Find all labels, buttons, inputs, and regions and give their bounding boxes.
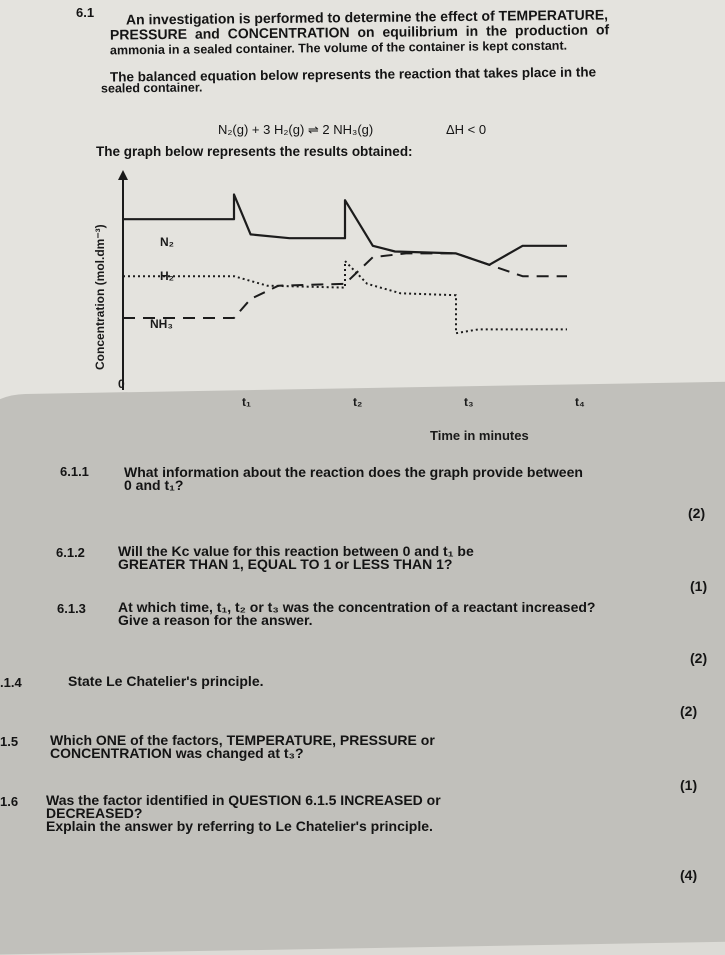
x-tick-label: t₂ [353,395,363,409]
subquestion-text [68,675,264,688]
subquestion-text [124,466,583,492]
subquestion-text [118,601,595,627]
subquestion-text [46,794,441,833]
subquestion-text [118,545,474,571]
subquestion-line: CONCENTRATION was changed at t₃? [50,745,304,761]
marks-allocation: (4) [680,867,698,883]
marks-allocation: (1) [680,777,698,793]
subquestion-line: What information about the reaction does the graph provide between [124,464,583,480]
legend-h2: H₂ [160,269,174,283]
subquestion-line: Was the factor identified in QUESTION 6.1.5 INCREASED or [46,792,441,808]
series-line-1 [123,261,567,333]
graph-intro: The graph below represents the results obtained: [96,144,413,159]
y-axis-label: Concentration (mol.dm⁻³) [93,224,107,370]
x-tick-label: t₄ [575,395,585,409]
marks-allocation: (2) [688,505,706,521]
intro-line-2: PRESSURE and CONCENTRATION on equilibrium in the production of [109,21,610,43]
legend-nh3: NH₃ [150,317,173,331]
marks-allocation: (2) [690,650,708,666]
subquestion-line: Give a reason for the answer. [118,612,313,628]
x-tick-label: t₁ [242,395,251,409]
intro-line-4: The balanced equation below represents the reaction that takes place in the [109,64,597,85]
x-tick-label: t₃ [464,395,474,409]
concentration-time-graph [0,0,725,460]
enthalpy-change: ΔH < 0 [446,122,487,137]
subquestion-number: .1.4 [0,675,22,690]
subquestion-line: Which ONE of the factors, TEMPERATURE, PRESSURE or [50,732,435,748]
intro-line-3: ammonia in a sealed container. The volume of the container is kept constant. [109,38,568,58]
subquestion-line: At which time, t₁, t₂ or t₃ was the concentration of a reactant increased? [118,599,596,615]
subquestion-line: Explain the answer by referring to Le Chatelier's principle. [46,818,433,834]
marks-allocation: (2) [680,703,698,719]
subquestion-line: DECREASED? [46,805,143,821]
intro-line-5: sealed container. [100,80,203,96]
x-tick-label: 0 [118,377,125,391]
subquestion-line: GREATER THAN 1, EQUAL TO 1 or LESS THAN 1? [118,556,453,572]
question-number: 6.1 [76,5,95,20]
y-axis-arrow [118,170,128,180]
series-line-0 [123,195,567,265]
x-axis-label: Time in minutes [430,428,529,443]
marks-allocation: (1) [690,578,708,594]
reaction-equation: N₂(g) + 3 H₂(g) ⇌ 2 NH₃(g) [218,122,374,137]
intro-line-1: An investigation is performed to determine the effect of TEMPERATURE, [125,6,609,28]
subquestion-number: 6.1.3 [57,601,86,616]
subquestion-line: Will the Kc value for this reaction between 0 and t₁ be [118,543,474,559]
subquestion-number: 1.5 [0,734,19,749]
subquestion-line: 0 and t₁? [124,477,184,493]
subquestion-text [50,734,435,760]
subquestion-line: State Le Chatelier's principle. [68,673,264,689]
subquestion-number: 1.6 [0,794,19,809]
legend-n2: N₂ [160,235,174,249]
subquestion-number: 6.1.1 [60,464,89,479]
subquestion-number: 6.1.2 [56,545,85,560]
